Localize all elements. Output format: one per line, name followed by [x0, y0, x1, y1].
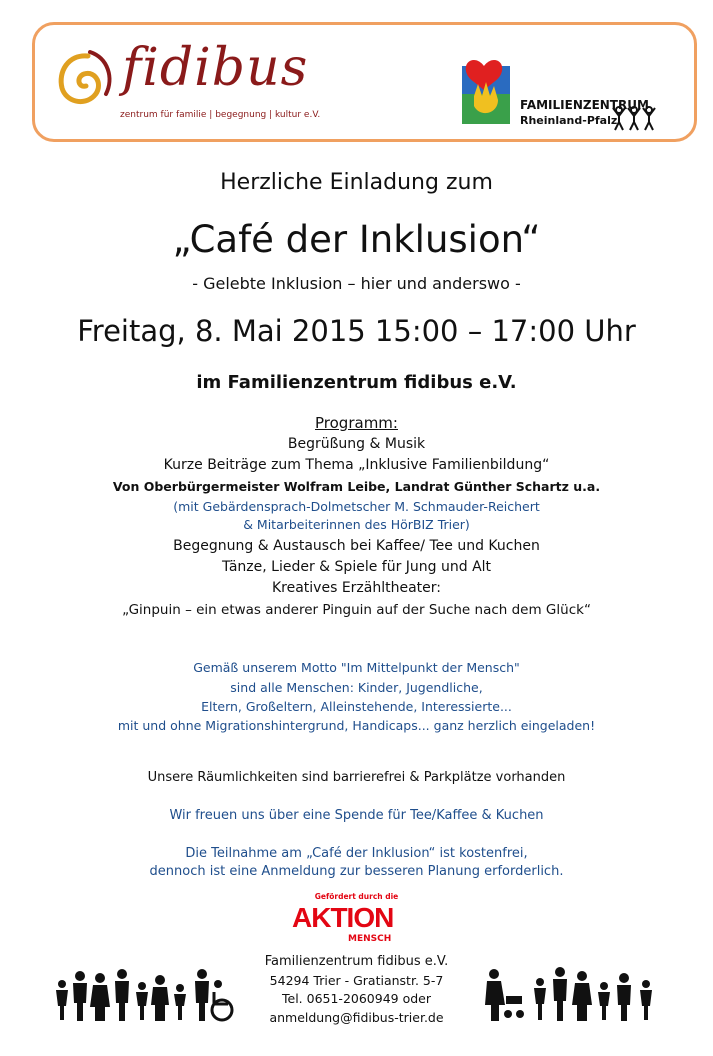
- aktion-wordmark: AKTION: [292, 902, 394, 933]
- program-line: & Mitarbeiterinnen des HörBIZ Trier): [243, 517, 470, 532]
- program-line: (mit Gebärdensprach-Dolmetscher M. Schmauder-Reichert: [173, 499, 540, 514]
- mensch-wordmark: MENSCH: [348, 934, 392, 944]
- program-line: Begrüßung & Musik: [287, 436, 426, 452]
- contact-name: Familienzentrum fidibus e.V.: [264, 954, 449, 969]
- contact-email: anmeldung@fidibus-trier.de: [269, 1010, 444, 1025]
- rheinland-pfalz-label: Rheinland-Pfalz: [520, 114, 618, 127]
- event-location: im Familienzentrum fidibus e.V.: [196, 372, 517, 393]
- donation-note: Wir freuen uns über eine Spende für Tee/Kaffee & Kuchen: [169, 808, 544, 823]
- contact-address: 54294 Trier - Gratianstr. 5-7: [269, 973, 444, 988]
- aktion-mensch-logo: [292, 902, 422, 950]
- event-datetime: Freitag, 8. Mai 2015 15:00 – 17:00 Uhr: [77, 314, 636, 348]
- program-line: „Ginpuin – ein etwas anderer Pinguin auf der Suche nach dem Glück“: [122, 602, 591, 618]
- event-title: „Café der Inklusion“: [172, 218, 541, 261]
- program-line: Tänze, Lieder & Spiele für Jung und Alt: [221, 559, 492, 575]
- intro-text: Herzliche Einladung zum: [220, 170, 493, 195]
- program-line: Kurze Beiträge zum Thema „Inklusive Familienbildung“: [163, 457, 550, 473]
- funded-by-label: Gefördert durch die: [314, 892, 399, 901]
- event-subtitle: - Gelebte Inklusion – hier und anderswo -: [192, 274, 521, 293]
- registration-note: dennoch ist eine Anmeldung zur besseren Planung erforderlich.: [149, 864, 564, 879]
- familienzentrum-label: FAMILIENZENTRUM: [520, 98, 649, 112]
- fidibus-wordmark: fidibus: [122, 38, 309, 98]
- people-group-right-icon: [484, 966, 664, 1024]
- fidibus-tagline: zentrum für familie | begegnung | kultur e.V.: [120, 110, 321, 120]
- program-heading: Programm:: [315, 414, 398, 432]
- motto-line: Eltern, Großeltern, Alleinstehende, Interessierte...: [201, 699, 512, 714]
- free-entry-note: Die Teilnahme am „Café der Inklusion“ ist kostenfrei,: [185, 846, 528, 861]
- program-line: Begegnung & Austausch bei Kaffee/ Tee und Kuchen: [173, 538, 540, 554]
- motto-line: sind alle Menschen: Kinder, Jugendliche,: [230, 680, 483, 695]
- program-line: Von Oberbürgermeister Wolfram Leibe, Landrat Günther Schartz u.a.: [112, 479, 601, 494]
- familienzentrum-logo: [460, 56, 680, 136]
- fidibus-swirl-icon: [50, 44, 120, 114]
- motto-line: Gemäß unserem Motto "Im Mittelpunkt der Mensch": [193, 660, 520, 675]
- contact-phone: Tel. 0651-2060949 oder: [282, 991, 431, 1006]
- motto-line: mit und ohne Migrationshintergrund, Handicaps... ganz herzlich eingeladen!: [117, 718, 596, 733]
- heart-hand-icon: [460, 56, 516, 126]
- people-cheering-icon: [612, 104, 656, 132]
- accessibility-note: Unsere Räumlichkeiten sind barrierefrei & Parkplätze vorhanden: [147, 770, 566, 785]
- fidibus-logo: [50, 38, 321, 128]
- people-group-left-icon: [50, 966, 235, 1024]
- program-line: Kreatives Erzähltheater:: [271, 580, 442, 596]
